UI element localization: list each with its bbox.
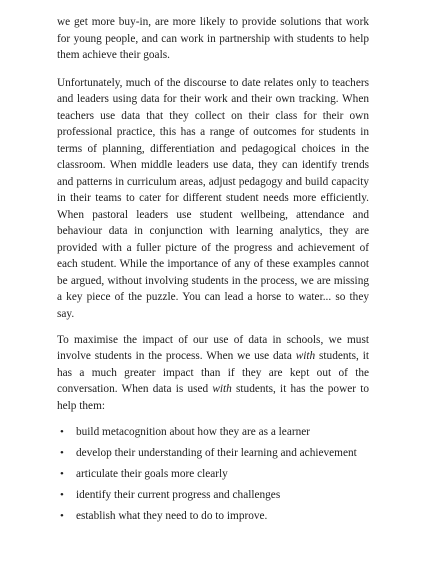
paragraph-text-part: students, it has a much greater impact than if they are kept out of the conversation. When data is used <box>57 350 369 395</box>
paragraph-discourse: Unfortunately, much of the discourse to date relates only to teachers and leaders using data for their work and their own tracking. When teachers use data that they collect on their class for their own professional practice, this has a range of outcomes for students in terms of planning, differentiation and pedagogical choices in the classroom. When middle leaders use data, they can identify trends and patterns in curriculum areas, adjust pedagogy and build capacity in their teams to cater for different student needs more efficiently. When pastoral leaders use student wellbeing, attendance and behaviour data in conjunction with learning analytics, they are provided with a fuller picture of the progress and achievement of each student. While the importance of any of these examples cannot be argued, without involving students in the process, we are missing a key piece of the puzzle. You can lead a horse to water... so they say. <box>57 76 369 320</box>
bullet-item <box>57 445 369 461</box>
page-body <box>57 14 369 529</box>
bullet-text: develop their understanding of their learning and achievement <box>76 446 357 459</box>
emphasis-with: with <box>295 350 316 362</box>
paragraph-text-part: To maximise the impact of our use of data in schools, we must involve students in the process. When we use data <box>57 333 369 362</box>
bullet-text: identify their current progress and challenges <box>76 488 281 501</box>
bullet-item <box>57 466 369 482</box>
bullet-icon: • <box>60 425 64 438</box>
bullet-text: establish what they need to do to improve. <box>76 509 268 522</box>
emphasis-with: with <box>212 383 232 395</box>
bullet-text: build metacognition about how they are as a learner <box>76 425 311 438</box>
bullet-icon: • <box>60 467 64 480</box>
bullet-text: articulate their goals more clearly <box>76 467 228 480</box>
paragraph-maximise-impact <box>57 332 369 415</box>
bullet-icon: • <box>60 446 64 459</box>
bullet-item <box>57 487 369 503</box>
paragraph-text-part: students, it has the power to help them: <box>57 383 369 412</box>
bullet-list <box>57 424 369 524</box>
bullet-item <box>57 424 369 440</box>
bullet-icon: • <box>60 509 64 522</box>
bullet-icon: • <box>60 488 64 501</box>
paragraph-intro-continuation: we get more buy-in, are more likely to provide solutions that work for young people, and can work in partnership with students to help them achieve their goals. <box>57 16 369 61</box>
bullet-item <box>57 508 369 524</box>
